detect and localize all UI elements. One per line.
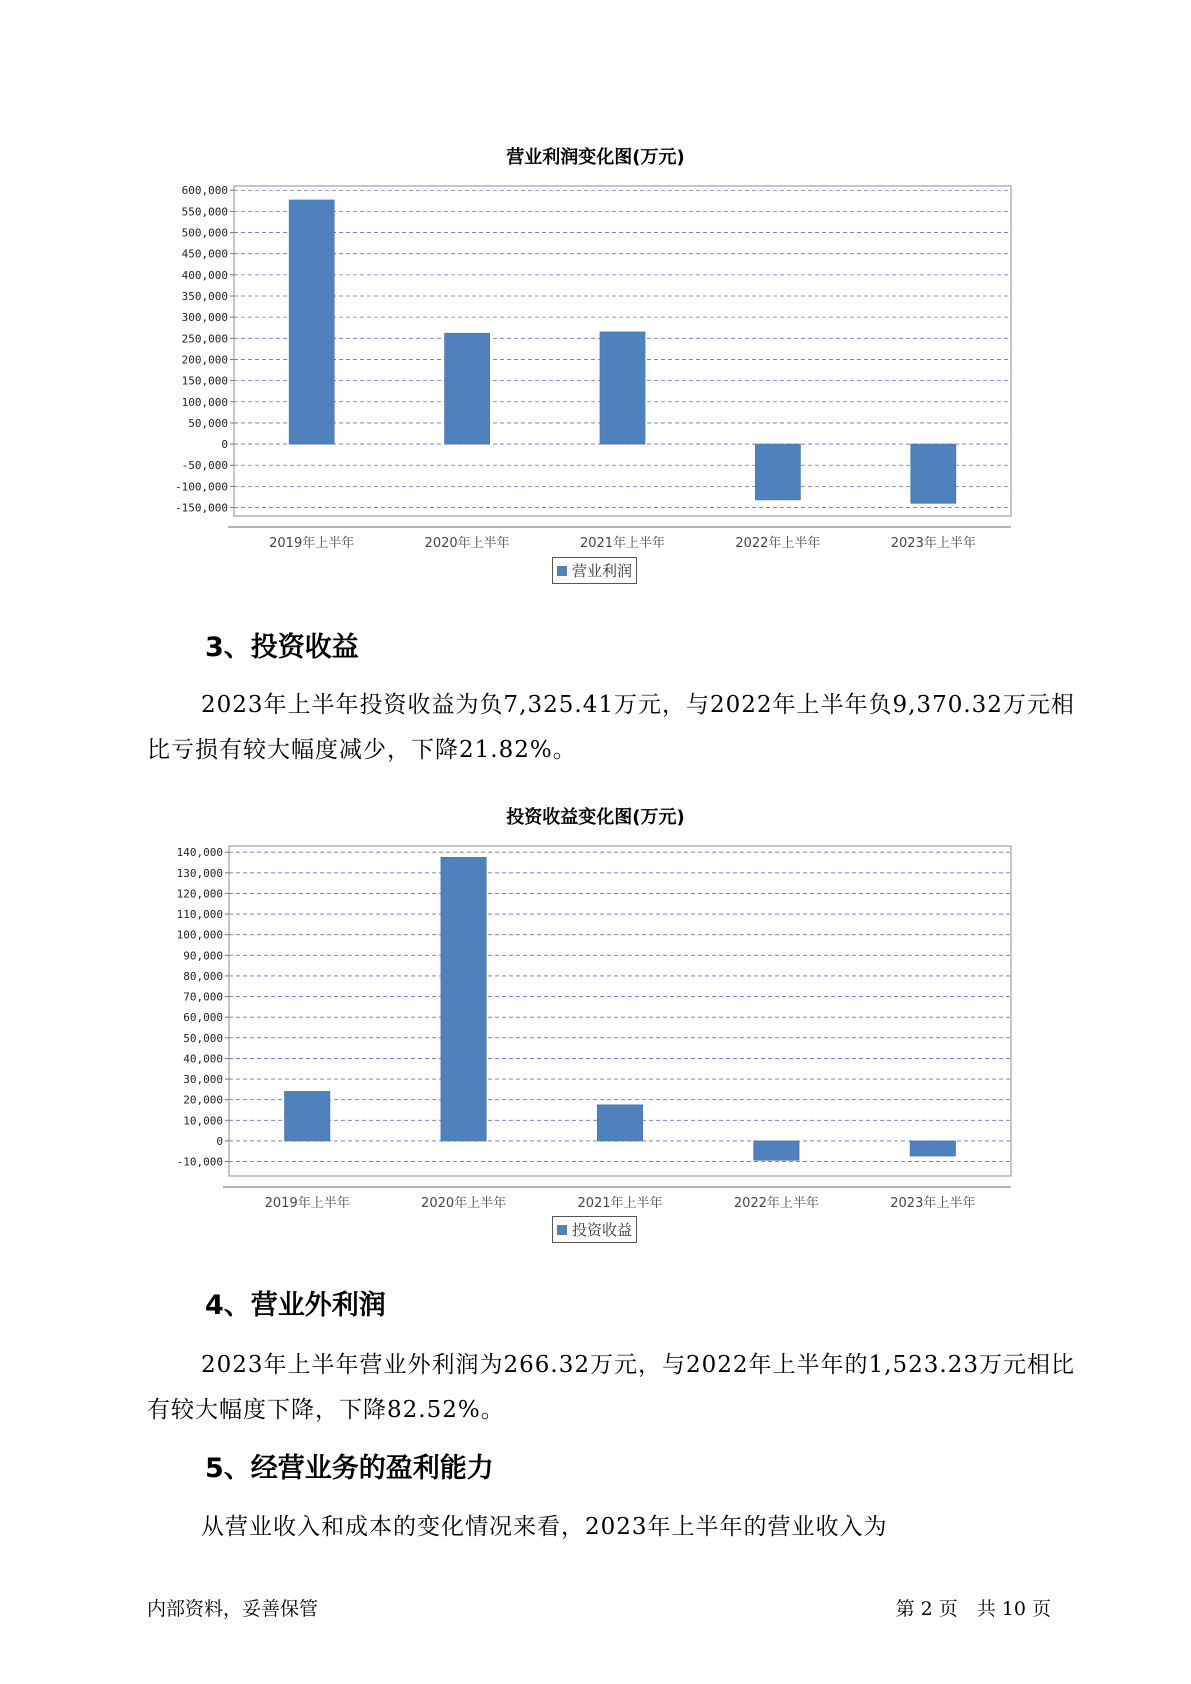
y-tick-label: 90,000 — [183, 949, 223, 963]
chart1-legend — [552, 557, 637, 584]
bar — [910, 1141, 955, 1156]
y-tick-label: 600,000 — [181, 184, 228, 198]
y-tick-label: 10,000 — [183, 1114, 223, 1128]
y-tick-label: -50,000 — [181, 459, 228, 473]
y-tick-label: 0 — [221, 438, 228, 452]
bar — [441, 857, 486, 1141]
y-tick-label: 40,000 — [183, 1052, 223, 1066]
y-tick-label: 200,000 — [181, 353, 228, 367]
y-tick-label: 70,000 — [183, 990, 223, 1004]
chart2-legend — [552, 1216, 637, 1243]
y-tick-label: 300,000 — [181, 311, 228, 325]
bar — [597, 1105, 642, 1141]
x-tick-label: 2023年上半年 — [890, 536, 976, 550]
bar — [754, 1141, 799, 1160]
footer-left: 内部资料，妥善保管 — [147, 1598, 319, 1620]
y-tick-label: 500,000 — [181, 226, 228, 240]
chart1-title: 营业利润变化图(万元) — [506, 147, 685, 168]
section3-paragraph: 2023年上半年投资收益为负7,325.41万元，与2022年上半年负9,370.32万元相比亏损有较大幅度减少，下降21.82%。 — [147, 692, 1075, 763]
footer-page-number: 第 2 页 共 10 页 — [895, 1598, 1051, 1620]
x-tick-label: 2019年上半年 — [269, 536, 355, 550]
legend-swatch-icon — [557, 566, 567, 576]
chart1-legend-label: 营业利润 — [572, 562, 633, 580]
y-tick-label: 120,000 — [176, 887, 223, 901]
bar — [911, 444, 956, 503]
y-tick-label: 550,000 — [181, 205, 228, 219]
section5-paragraph: 从营业收入和成本的变化情况来看，2023年上半年的营业收入为 — [201, 1514, 888, 1540]
bar — [755, 444, 800, 500]
bar — [289, 200, 334, 444]
x-tick-label: 2022年上半年 — [733, 1196, 819, 1210]
y-tick-label: 400,000 — [181, 268, 228, 282]
x-tick-label: 2021年上半年 — [579, 536, 666, 550]
y-tick-label: 250,000 — [181, 332, 228, 346]
bar — [285, 1091, 330, 1141]
y-tick-label: 140,000 — [176, 846, 223, 860]
x-tick-label: 2022年上半年 — [735, 536, 821, 550]
x-tick-label: 2020年上半年 — [424, 536, 510, 550]
section4-paragraph: 2023年上半年营业外利润为266.32万元，与2022年上半年的1,523.23万元相比有较大幅度下降，下降82.52%。 — [147, 1352, 1075, 1423]
chart2-legend-label: 投资收益 — [572, 1221, 633, 1239]
y-tick-label: 0 — [216, 1134, 223, 1148]
y-tick-label: 450,000 — [181, 247, 228, 261]
y-tick-label: 110,000 — [176, 908, 223, 922]
section4-heading: 4、营业外利润 — [205, 1290, 386, 1321]
legend-swatch-icon — [557, 1225, 567, 1235]
y-tick-label: -150,000 — [175, 501, 228, 515]
y-tick-label: 80,000 — [183, 969, 223, 983]
y-tick-label: -10,000 — [176, 1155, 223, 1169]
x-tick-label: 2021年上半年 — [577, 1196, 663, 1210]
y-tick-label: 30,000 — [183, 1073, 223, 1087]
y-tick-label: 100,000 — [181, 395, 228, 409]
x-tick-label: 2019年上半年 — [264, 1196, 350, 1210]
investment-income-chart — [0, 840, 1191, 1210]
y-tick-label: 50,000 — [183, 1031, 223, 1045]
x-tick-label: 2020年上半年 — [421, 1196, 507, 1210]
section3-heading: 3、投资收益 — [205, 632, 359, 663]
bar — [600, 332, 645, 444]
y-tick-label: 130,000 — [176, 866, 223, 880]
y-tick-label: 50,000 — [188, 416, 228, 430]
y-tick-label: 150,000 — [181, 374, 228, 388]
y-tick-label: 350,000 — [181, 290, 228, 303]
x-tick-label: 2023年上半年 — [890, 1196, 976, 1210]
chart2-title: 投资收益变化图(万元) — [506, 807, 685, 828]
y-tick-label: 60,000 — [183, 1011, 223, 1025]
section5-heading: 5、经营业务的盈利能力 — [205, 1453, 494, 1484]
operating-profit-chart — [0, 180, 1191, 550]
y-tick-label: 20,000 — [183, 1093, 223, 1107]
y-tick-label: -100,000 — [175, 480, 228, 494]
y-tick-label: 100,000 — [176, 928, 223, 942]
bar — [445, 333, 490, 444]
